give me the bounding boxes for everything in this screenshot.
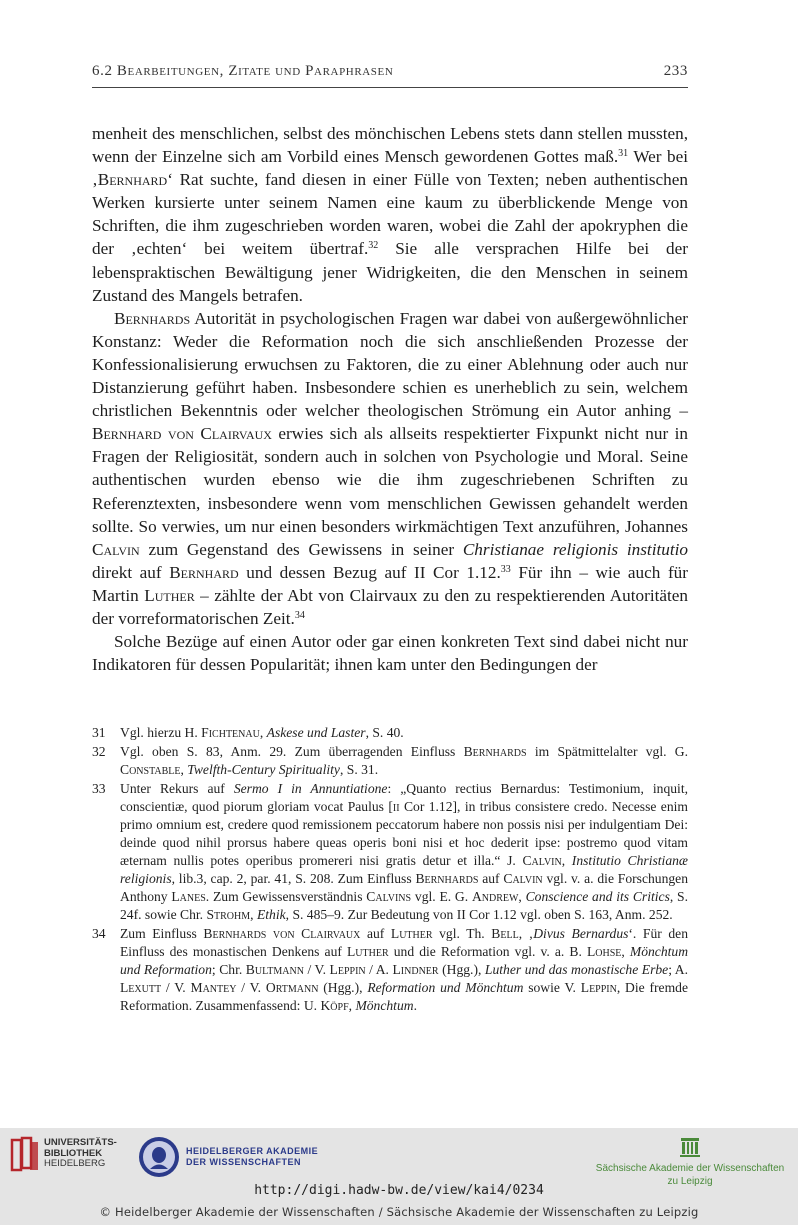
hadw-line-2: DER WISSENSCHAFTEN xyxy=(186,1157,302,1167)
ub-heidelberg-logo[interactable] xyxy=(10,1136,117,1172)
saw-building-icon xyxy=(679,1136,701,1158)
page-number: 233 xyxy=(663,63,688,79)
footnote-32: 32 Vgl. oben S. 83, Anm. 29. Zum überragenden Einfluss Bernhards im Spätmittelalter vgl. G. Constable, Twelfth-Century Spirituality, S. 31. xyxy=(92,744,688,777)
hadw-line-1: HEIDELBERGER AKADEMIE xyxy=(186,1146,319,1156)
main-text xyxy=(92,122,688,676)
hadw-seal-icon xyxy=(138,1136,180,1178)
digitization-footer xyxy=(0,1128,798,1225)
running-head xyxy=(92,63,688,88)
ub-line-2: BIBLIOTHEK xyxy=(44,1147,103,1159)
footnote-31: 31 Vgl. hierzu H. Fichtenau, Askese und Laster, S. 40. xyxy=(92,725,404,740)
hadw-logo[interactable] xyxy=(138,1136,318,1178)
saw-line-1: Sächsische Akademie der Wissenschaften xyxy=(595,1163,785,1174)
author-name: Bernhard xyxy=(97,170,168,190)
footnote-34: 34 Zum Einfluss Bernhards von Clairvaux auf Luther vgl. Th. Bell, ‚Divus Bernardus‘. Für den Einfluss des monastischen Denkens auf Luther und die Reformation vgl. v. a. B. Lohse, Mönchtum und Reformation; Chr. Bultmann / V. Leppin / A. Lindner (Hgg.), Luther und das monastische Erbe; A. Lexutt / V. Mantey / V. Ortmann (Hgg.), Reformation und Mönchtum sowie V. Leppin, Die fremde Reformation. Zusammenfassend: U. Köpf, Mönchtum. xyxy=(92,926,689,1013)
copyright-notice: © Heidelberger Akademie der Wissenschaften / Sächsische Akademie der Wissenschaften zu Leipzig xyxy=(99,1205,699,1219)
ub-line-3: HEIDELBERG xyxy=(44,1158,106,1170)
paragraph-3: Solche Bezüge auf einen Autor oder gar einen konkreten Text sind dabei nicht nur Indikatoren für dessen Popularität; ihnen kam unter den Bedingungen der xyxy=(92,632,688,675)
footnote-ref-33[interactable]: 33 xyxy=(500,563,511,575)
footnote-ref-34[interactable]: 34 xyxy=(294,609,305,621)
footnotes xyxy=(92,724,688,1016)
ub-line-1: UNIVERSITÄTS- xyxy=(44,1137,117,1149)
paragraph-1: menheit des menschlichen, selbst des mönchischen Lebens stets dann stellen mussten, wenn der Einzelne sich am Vorbild eines Mensch gewordenen Gottes maß.$^{31}$ Wer bei ‚Bernhard‘ Rat suchte, fand diesen in einer Fülle von Texten; neben authentischen Werken kursierte unter seinem Namen eine kaum zu überblickende Menge von Schriften, die ihm zugeschrieben worden waren, wobei die Zahl der apokryphen die der ‚echten‘ bei weitem übertraf.$^{32}$ Sie alle versprachen Hilfe bei der lebenspraktischen Bewältigung jener Widrigkeiten, die den Menschen in seinem Zustand des Mangels betrafen. xyxy=(92,124,689,305)
ub-heidelberg-icon xyxy=(10,1136,40,1172)
footnote-33: 33 Unter Rekurs auf Sermo I in Annuntiatione: „Quanto rectius Bernardus: Testimonium, inquit, conscientiæ, quod piorum gloriam vocat Paulus [ii Cor 1.12], in tribus consistere credo. Necesse enim primo omnium est, credere quod remissionem peccatorum habere non possis nisi per indulgentiam Dei: deinde quod nihil prorsus habere queas operis boni nisi et hoc dederit ipse: postremo quod vitam æternam nullis potes operibus promereri nisi gratis detur et illa.“ J. Calvin, Institutio Christianæ religionis, lib.3, cap. 2, par. 41, S. 208. Zum Einfluss Bernhards auf Calvin vgl. v. a. die Forschungen Anthony Lanes. Zum Gewissensverständnis Calvins vgl. E. G. Andrew, Conscience and its Critics, S. 24f. sowie Chr. Strohm, Ethik, S. 485–9. Zur Bedeutung von II Cor 1.12 vgl. oben S. 163, Anm. 252. xyxy=(92,781,689,922)
section-title: 6.2 Bearbeitungen, Zitate und Paraphrasen xyxy=(92,63,394,79)
saw-leipzig-logo[interactable] xyxy=(590,1136,790,1188)
permalink-url[interactable]: http://digi.hadw-bw.de/view/kai4/0234 xyxy=(254,1183,544,1198)
paragraph-2: Bernhards Autorität in psychologischen Fragen war dabei von außergewöhnlicher Konstanz: Weder die Reformation noch die sich anschließenden Prozesse der Konfessionalisierung erwuchsen zu Faktoren, die zu einer Ablehnung oder auch nur Distanzierung geführt haben. Insbesondere schien es unerheblich zu sein, welchem christlichen Bekenntnis oder welcher theologischen Strömung ein Autor anhing – Bernhard von Clairvaux erwies sich als allseits respektierter Fixpunkt nicht nur in Fragen der Religiosität, sondern auch in solchen von Psychologie und Moral. Seine authentischen wurden ebenso wie die ihm zugeschriebenen Schriften zu Referenztexten, insbesondere wenn vom menschlichen Gewissen gehandelt werden sollte. So verwies, um nur einen besonders wirkmächtigen Text anzuführen, Johannes Calvin zum Gegenstand des Gewissens in seiner Christianae religionis institutio direkt auf Bernhard und dessen Bezug auf II Cor 1.12.33 Für ihn – wie auch für Martin Luther – zählte der Abt von Clairvaux zu den zu respektierenden Autoritäten der vorreformatorischen Zeit.$^{34}$ xyxy=(92,308,688,628)
footnote-ref-31[interactable]: 31 xyxy=(618,148,629,160)
saw-line-2: zu Leipzig xyxy=(667,1176,713,1187)
footnote-ref-32[interactable]: 32 xyxy=(368,240,379,252)
